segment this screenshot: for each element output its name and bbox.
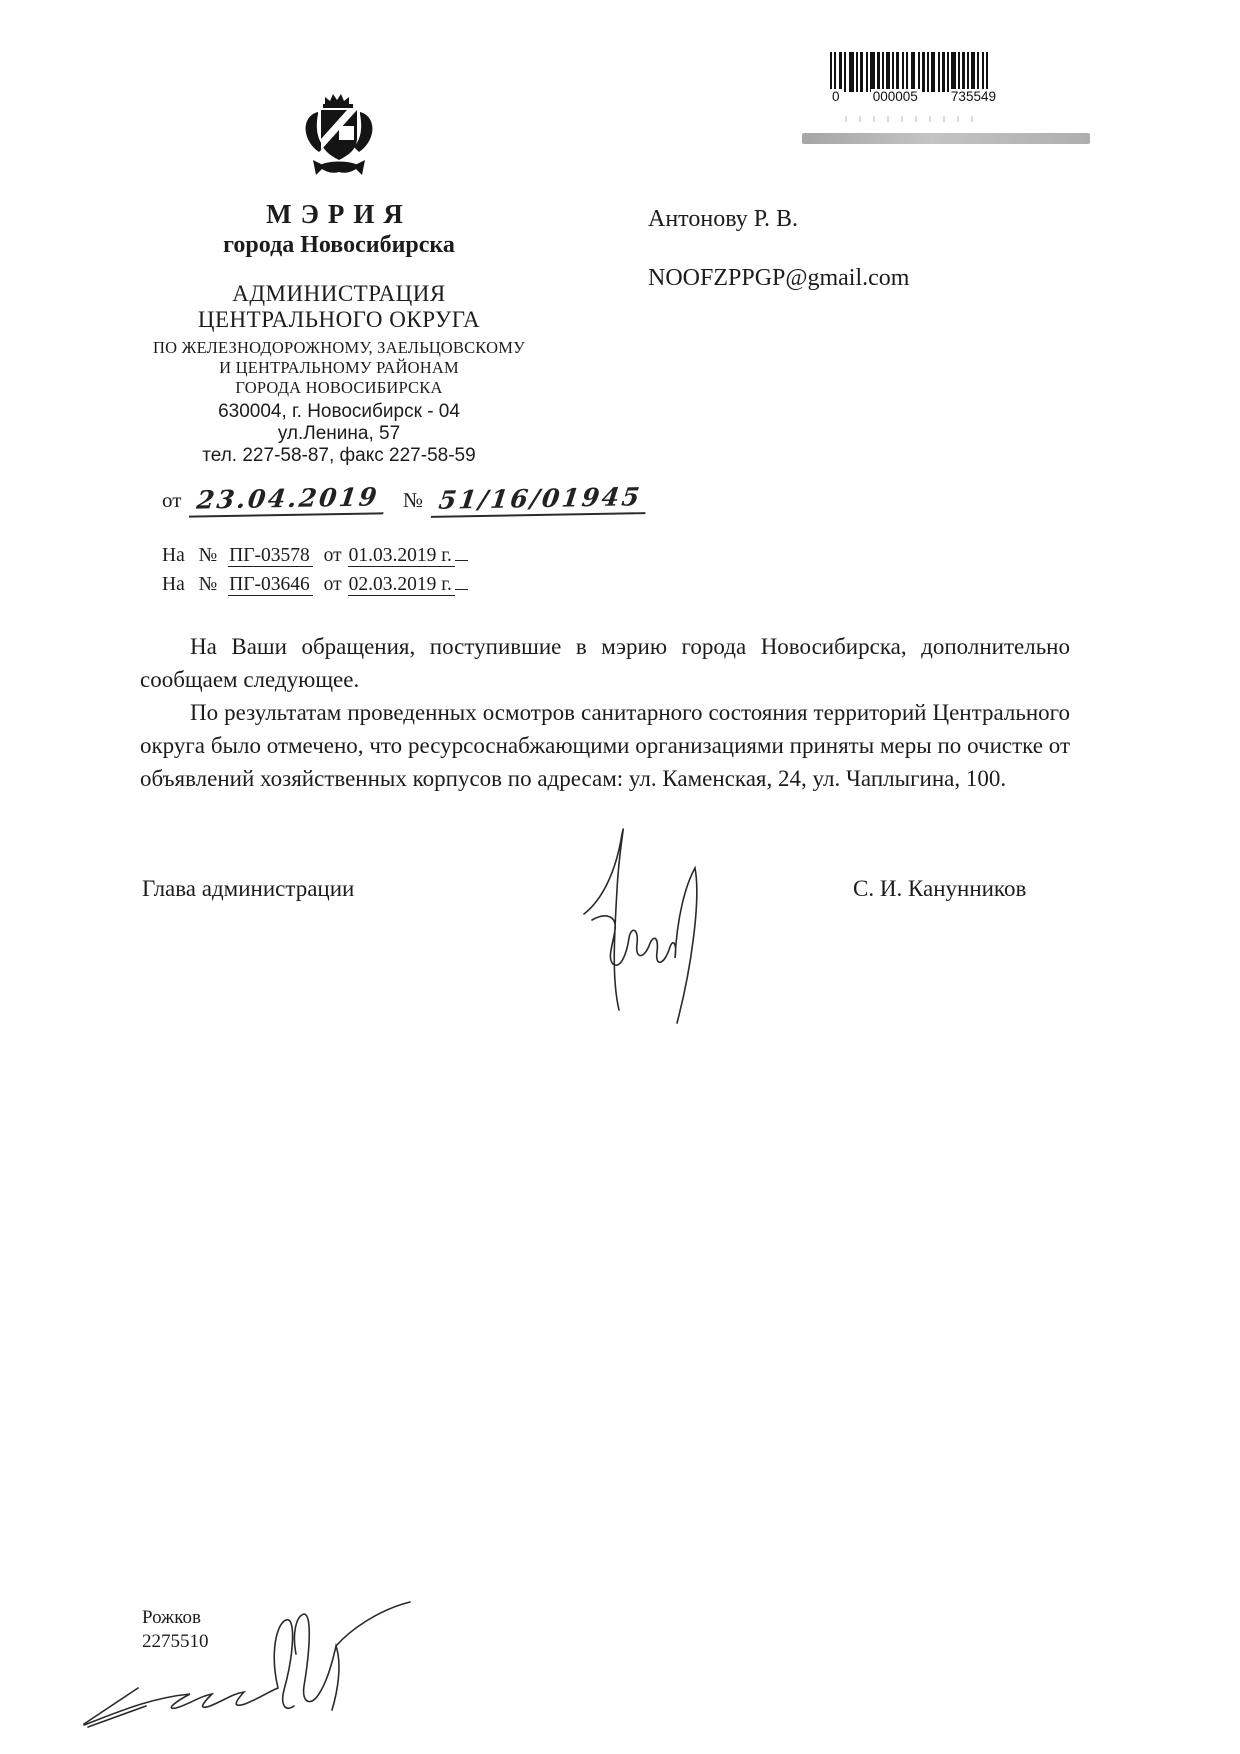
ref1-number: ПГ-03578 xyxy=(228,545,313,567)
letter-body xyxy=(140,630,1070,795)
barcode xyxy=(830,52,998,102)
districts-line3: ГОРОДА НОВОСИБИРСКА xyxy=(235,378,443,397)
barcode-digits-mid: 000005 xyxy=(872,89,918,104)
ref2-underline-tail xyxy=(455,570,468,591)
signer-name: С. И. Канунников xyxy=(853,876,1027,901)
recipient-block xyxy=(648,206,909,292)
address-postal: 630004, г. Новосибирск - 04 xyxy=(218,401,460,422)
recipient-name: Антонову Р. В. xyxy=(648,206,799,232)
body-paragraph-2: По результатам проведенных осмотров санитарного состояния территорий Центрального округа было отмечено, что ресурсоснабжающими организациями приняты меры по очистке от объявлений хозяйственных корпусов по адресам: ул. Каменская, 24, ул. Чаплыгина, 100. xyxy=(140,700,1070,791)
outgoing-number-handwritten: 51/16/01945 xyxy=(431,482,650,518)
signature-kanunnikov-icon xyxy=(572,818,712,1028)
signer-position-title: Глава администрации xyxy=(142,876,355,901)
ref2-number: ПГ-03646 xyxy=(228,574,313,596)
outgoing-number-line xyxy=(162,484,647,516)
address-street: ул.Ленина, 57 xyxy=(277,423,401,444)
scan-smudge-line xyxy=(802,133,1090,144)
scan-noise xyxy=(845,116,985,122)
dept-name-line1: АДМИНИСТРАЦИЯ xyxy=(232,281,446,306)
barcode-digit-left: 0 xyxy=(832,89,840,104)
barcode-digits-right: 735549 xyxy=(950,89,996,104)
outgoing-date-label: от xyxy=(162,488,182,512)
letterhead xyxy=(115,92,563,467)
coat-of-arms-novosibirsk-icon xyxy=(296,92,382,184)
outgoing-date-handwritten: 23.04.2019 xyxy=(189,482,387,517)
reference-line-2 xyxy=(162,570,468,600)
address-phone-fax: тел. 227-58-87, факс 227-58-59 xyxy=(202,445,476,466)
ref2-from: от xyxy=(323,574,342,595)
ref1-from: от xyxy=(323,544,342,566)
signature-rozhkov-icon xyxy=(78,1592,428,1747)
incoming-references xyxy=(162,540,468,599)
ref1-date: 01.03.2019 г. xyxy=(348,545,455,567)
ref1-num-sign: № xyxy=(198,544,218,566)
ref1-label: На xyxy=(162,544,185,566)
ref2-date: 02.03.2019 г. xyxy=(348,574,455,596)
ref1-underline-tail xyxy=(455,540,468,561)
executor-name: Рожков xyxy=(142,1607,201,1628)
recipient-email: NOOFZPPGP@gmail.com xyxy=(648,265,910,291)
body-paragraph-1: На Ваши обращения, поступившие в мэрию города Новосибирска, дополнительно сообщаем следующее. xyxy=(140,634,1070,692)
executor-phone: 2275510 xyxy=(142,1631,209,1652)
districts-line1: ПО ЖЕЛЕЗНОДОРОЖНОМУ, ЗАЕЛЬЦОВСКОМУ xyxy=(153,338,525,357)
reference-line-1 xyxy=(162,540,468,570)
org-name-line2: города Новосибирска xyxy=(223,232,455,258)
outgoing-number-sign: № xyxy=(402,488,424,512)
districts-line2: И ЦЕНТРАЛЬНОМУ РАЙОНАМ xyxy=(219,358,459,377)
ref2-label: На xyxy=(162,574,185,595)
org-name-line1: МЭРИЯ xyxy=(266,199,412,229)
barcode-number xyxy=(830,89,998,104)
ref2-num-sign: № xyxy=(198,574,218,595)
dept-name-line2: ЦЕНТРАЛЬНОГО ОКРУГА xyxy=(197,307,481,332)
